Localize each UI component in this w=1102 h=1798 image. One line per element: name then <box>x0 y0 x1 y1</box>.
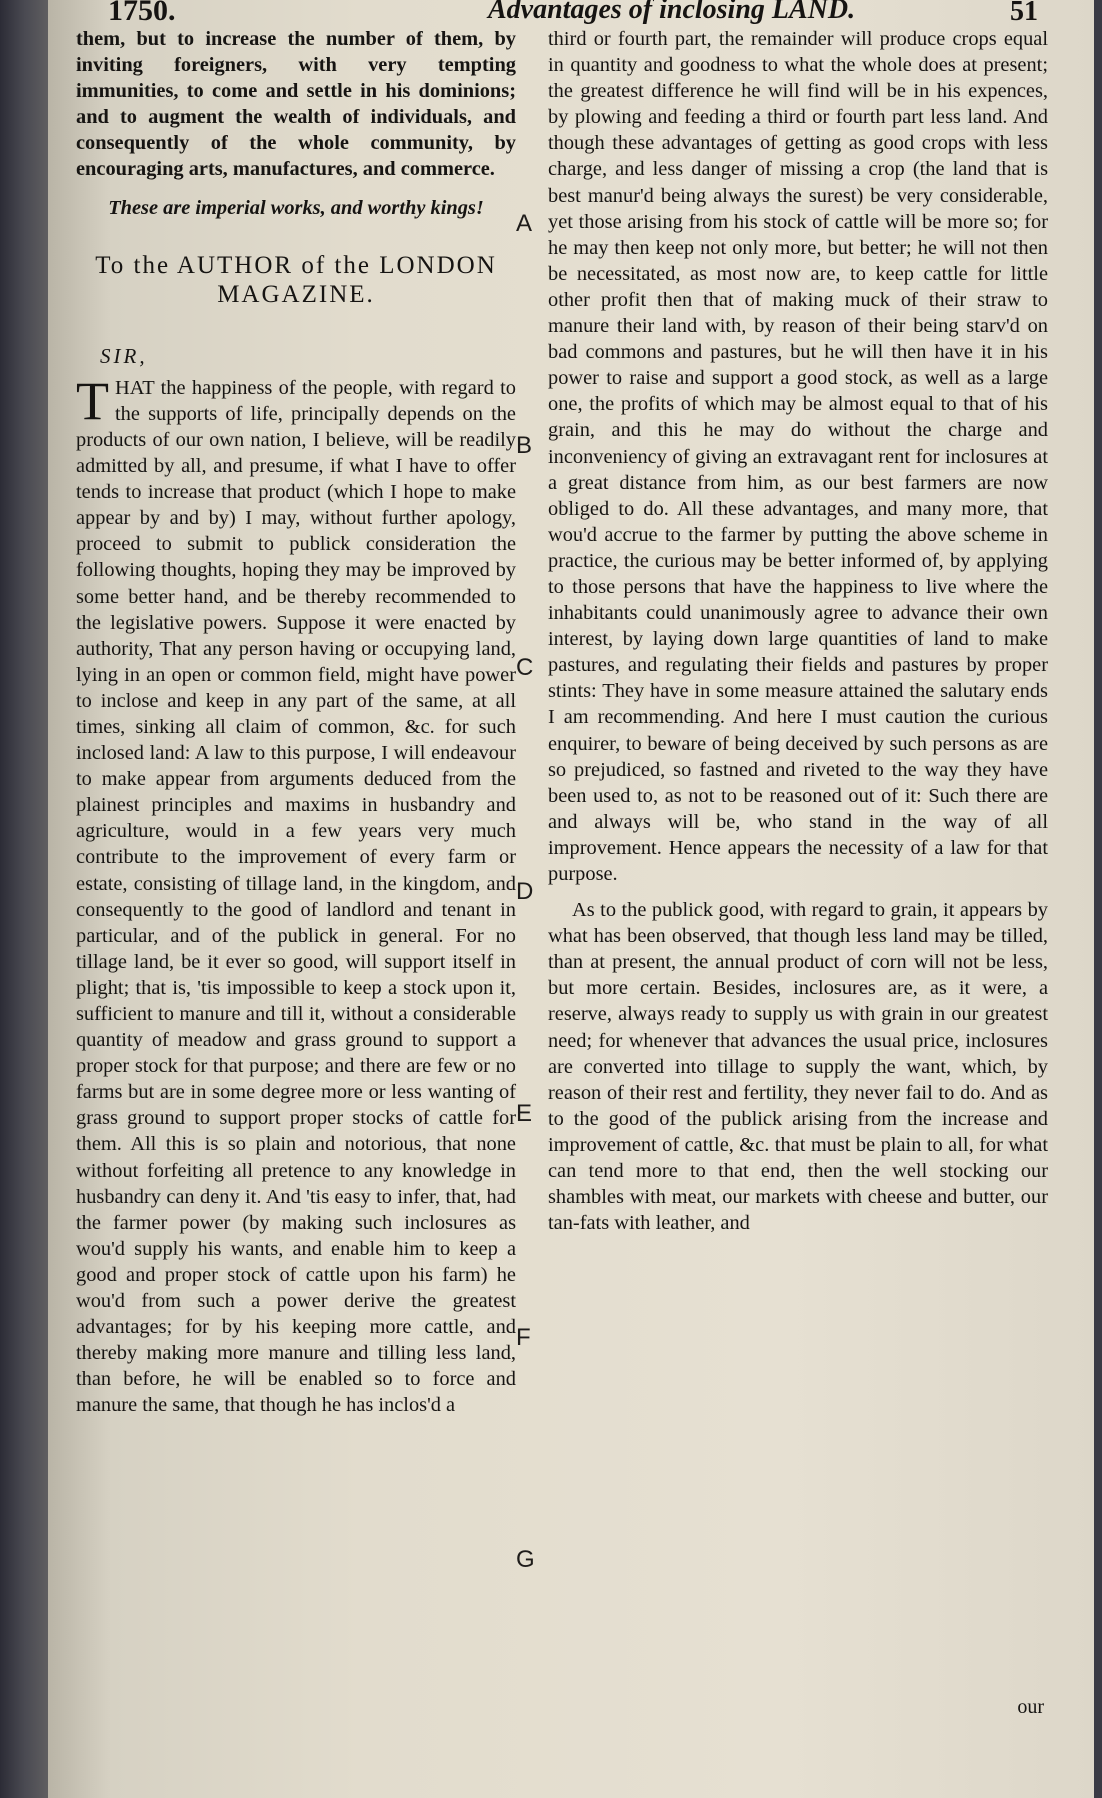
margin-letter-a: A <box>516 210 533 237</box>
margin-letter-d: D <box>516 878 534 905</box>
magazine-page <box>48 0 1094 1798</box>
closing-line: These are imperial works, and worthy kings! <box>108 196 484 219</box>
catchword: our <box>1017 1696 1044 1718</box>
letter-body <box>76 370 516 1419</box>
page-year: 1750. <box>108 0 176 27</box>
page-number: 51 <box>1010 0 1038 27</box>
margin-letter-b: B <box>516 432 533 459</box>
letter-heading-line2: MAGAZINE. <box>217 280 375 308</box>
right-paragraph-1: third or fourth part, the remainder will produce crops equal in quantity and goodness to what the whole does at present; the greatest difference he will find will be in his expences, by plowing and feeding a third or fourth part less land. And though these advantages of getting as good crops with less charge, and less danger of missing a crop (the land that is best manur'd being always the surest) be very considerable, yet those arising from his stock of cattle will be more so; for he may then keep not only more, but better; he will not then be necessitated, as most now are, to keep cattle for little other profit then that of making muck of their straw to manure their land with, by reason of their being starv'd on bad commons and pastures, but he will then have it in his power to raise and support a good stock, as well as a large one, the profits of which may be almost equal to that of his grain, and this he may do without the charge and inconveniency of giving an extravagant rent for inclosures at a great distance from him, as our best farmers are now obliged to do. All these advantages, and many more, that wou'd accrue to the farmer by putting the above scheme in practice, the curious may be better informed of, by applying to those persons that have the happiness to live where the inhabitants could unanimously agree to advance their own interest, by laying down large quantities of land to make pastures, and regulating their fields and pastures by proper stints: They have in some measure attained the salutary ends I am recommending. And here I must caution the curious enquirer, to beware of being deceived by such persons as are so prejudiced, so fastned and riveted to the way they have been used to, as not to be reasoned out of it: Such there are and always will be, who stand in the way of all improvement. Hence appears the necessity of a law for that purpose. <box>548 28 1048 885</box>
drop-cap: T <box>76 370 109 431</box>
right-paragraph-2: As to the publick good, with regard to grain, it appears by what has been observed, that though less land may be tilled, than at present, the annual product of corn will not be less, but more certain. Besides, inclosures are, as it were, a reserve, always ready to supply us with grain in our greatest need; for whenever that advances the usual price, inclosures are converted into tillage to supply the want, which, by reason of their rest and fertility, they never fail to do. And as to the good of the publick arising from the increase and improvement of cattle, &c. that must be plain to all, for what can tend more to that end, then the well stocking our shambles with meat, our markets with cheese and butter, our tan-fats with leather, and <box>548 899 1048 1235</box>
margin-letter-c: C <box>516 654 534 681</box>
page-header <box>68 0 1074 26</box>
letter-body-text: HAT the happiness of the people, with regard to the supports of life, principally depends on the products of our own nation, I believe, will be readily admitted by all, and presume, if what I have to offer tends to increase that product (which I hope to make appear by and by) I may, without further apology, proceed to submit to publick consideration the following thoughts, hoping they may be improved by some better hand, and be thereby recommended to the legislative powers. Suppose it were enacted by authority, That any person having or occupying land, lying in an open or common field, might have power to inclose and keep in any part of the same, at all times, sinking all claim of common, &c. for such inclosed land: A law to this purpose, I will endeavour to make appear from arguments deduced from the plainest principles and maxims in husbandry and agriculture, would in a few years very much contribute to the improvement of every farm or estate, consisting of tillage land, in the kingdom, and consequently to the good of landlord and tenant in particular, and of the publick in general. For no tillage land, be it ever so good, will support itself in plight; that is, 'tis impossible to keep a stock upon it, sufficient to manure and till it, without a considerable quantity of meadow and grass ground to support a proper stock for that purpose; and there are few or no farms but are in some degree more or less wanting of grass ground to support proper stocks of cattle for them. All this is so plain and notorious, that none without forfeiting all pretence to any knowledge in husbandry can deny it. And 'tis easy to infer, that, had the farmer power (by making such inclosures as wou'd supply his wants, and enable him to keep a good and proper stock of cattle upon his farm) he wou'd from such a power derive the greatest advantages; for by his keeping more cattle, and thereby making more manure and tilling less land, than before, he will be enabled so to force and manure the same, that though he has inclos'd a <box>76 376 516 1417</box>
salutation: SIR, <box>100 343 148 368</box>
running-title: Advantages of inclosing LAND. <box>488 0 856 25</box>
margin-letter-f: F <box>516 1324 531 1351</box>
left-column <box>76 26 516 1419</box>
margin-letter-g: G <box>516 1546 535 1573</box>
right-column <box>548 26 1048 1236</box>
letter-heading <box>76 251 516 309</box>
opening-paragraph: them, but to increase the number of them, by inviting foreigners, with very tempting immunities, to come and settle in his dominions; and to augment the wealth of individuals, and consequently of the whole community, by encouraging arts, manufactures, and commerce. <box>76 28 516 181</box>
margin-letter-e: E <box>516 1100 533 1127</box>
letter-heading-line1: To the AUTHOR of the LONDON <box>95 251 497 279</box>
